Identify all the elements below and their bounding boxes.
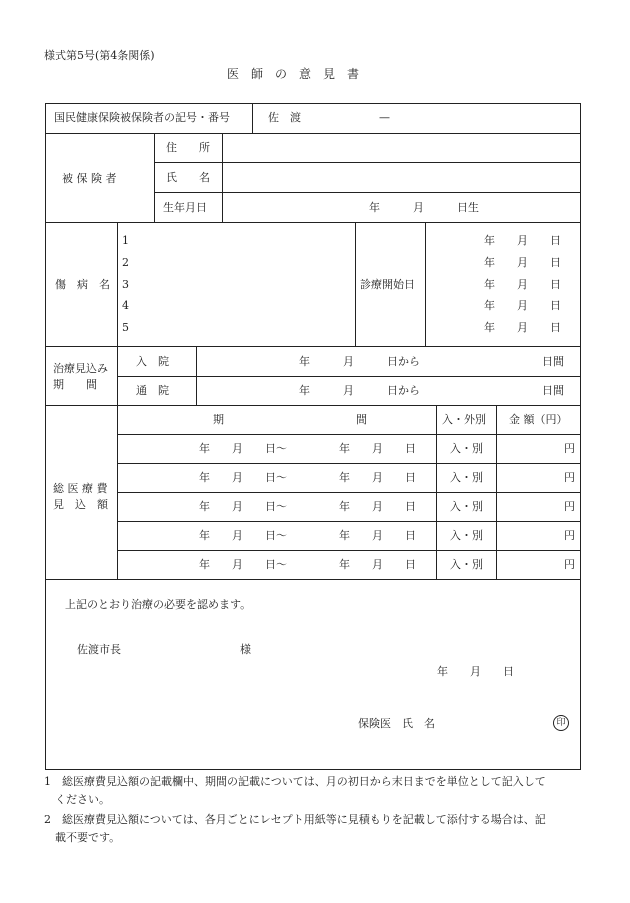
insured-label: 被 保 険 者 — [62, 172, 117, 185]
yen-unit: 円 — [564, 471, 575, 484]
start-date-value: 年 月 日 — [484, 299, 561, 312]
document-title: 医 師 の 意 見 書 — [227, 67, 360, 81]
birth-date-label: 生年月日 — [163, 201, 207, 214]
outpatient-range: 年 月 日から — [299, 384, 420, 397]
insurance-prefix: 佐 渡 — [268, 111, 301, 124]
certification-date: 年 月 日 — [437, 665, 514, 678]
inpatient-days: 日間 — [542, 355, 564, 368]
birth-date-field[interactable] — [225, 195, 577, 219]
diagnosis-field[interactable] — [132, 228, 350, 342]
doctor-name-field[interactable] — [445, 712, 545, 734]
type-header: 入・外別 — [442, 413, 486, 426]
treatment-start-label: 診療開始日 — [360, 278, 415, 291]
period-from: 年 月 日〜 — [199, 558, 287, 571]
diagnosis-number: 2 — [122, 256, 129, 269]
period-to: 年 月 日 — [339, 471, 416, 484]
name-field[interactable] — [225, 165, 577, 189]
inpatient-range: 年 月 日から — [299, 355, 420, 368]
note-line: 1 総医療費見込額の記載欄中、期間の記載については、月の初日から末日までを単位として記入して — [44, 775, 546, 788]
insurance-dash: — — [379, 111, 390, 124]
seal-icon: 印 — [553, 715, 569, 731]
inpatient-period-field[interactable] — [200, 349, 577, 373]
address-label: 住 所 — [166, 141, 210, 154]
yen-unit: 円 — [564, 558, 575, 571]
period-to: 年 月 日 — [339, 500, 416, 513]
insurance-number-field[interactable] — [320, 106, 575, 130]
yen-unit: 円 — [564, 500, 575, 513]
period-from: 年 月 日〜 — [199, 500, 287, 513]
diagnosis-number: 5 — [122, 321, 129, 334]
address-field[interactable] — [225, 136, 577, 160]
period-to: 年 月 日 — [339, 529, 416, 542]
start-date-value: 年 月 日 — [484, 256, 561, 269]
period-from: 年 月 日〜 — [199, 471, 287, 484]
start-date-value: 年 月 日 — [484, 321, 561, 334]
inpatient-outpatient-type: 入・別 — [450, 558, 483, 571]
yen-unit: 円 — [564, 529, 575, 542]
diagnosis-number: 4 — [122, 299, 129, 312]
birth-date-value: 年 月 日生 — [369, 201, 479, 214]
name-label: 氏 名 — [166, 171, 210, 184]
period-to: 年 月 日 — [339, 442, 416, 455]
form-number: 様式第5号(第4条関係) — [44, 49, 155, 62]
period-from: 年 月 日〜 — [199, 442, 287, 455]
note-line: ください。 — [44, 793, 110, 806]
yen-unit: 円 — [564, 442, 575, 455]
diagnosis-label: 傷 病 名 — [55, 278, 110, 291]
inpatient-outpatient-type: 入・別 — [450, 471, 483, 484]
certification-statement: 上記のとおり治療の必要を認めます。 — [65, 598, 252, 611]
addressee: 佐渡市長 — [77, 643, 121, 656]
outpatient-days: 日間 — [542, 384, 564, 397]
start-date-value: 年 月 日 — [484, 278, 561, 291]
inpatient-outpatient-type: 入・別 — [450, 500, 483, 513]
period-to: 年 月 日 — [339, 558, 416, 571]
note-line: 2 総医療費見込額については、各月ごとにレセプト用紙等に見積もりを記載して添付する場合は、記 — [44, 813, 546, 826]
doctor-name-label: 保険医 氏 名 — [358, 717, 435, 730]
outpatient-period-field[interactable] — [200, 379, 577, 402]
note-line: 載不要です。 — [44, 831, 121, 844]
start-date-value: 年 月 日 — [484, 234, 561, 247]
insurance-number-label: 国民健康保険被保険者の記号・番号 — [54, 111, 230, 124]
diagnosis-number: 3 — [122, 278, 129, 291]
diagnosis-number: 1 — [122, 234, 129, 247]
treatment-period-label: 治療見込み期 間 — [53, 362, 108, 391]
total-cost-label: 総 医 療 費見 込 額 — [53, 482, 108, 511]
amount-header: 金 額（円） — [509, 413, 568, 426]
inpatient-outpatient-type: 入・別 — [450, 442, 483, 455]
inpatient-outpatient-type: 入・別 — [450, 529, 483, 542]
period-from: 年 月 日〜 — [199, 529, 287, 542]
outpatient-label: 通 院 — [136, 384, 169, 397]
honorific: 様 — [240, 643, 251, 656]
period-header: 期 間 — [213, 413, 367, 426]
inpatient-label: 入 院 — [136, 355, 169, 368]
